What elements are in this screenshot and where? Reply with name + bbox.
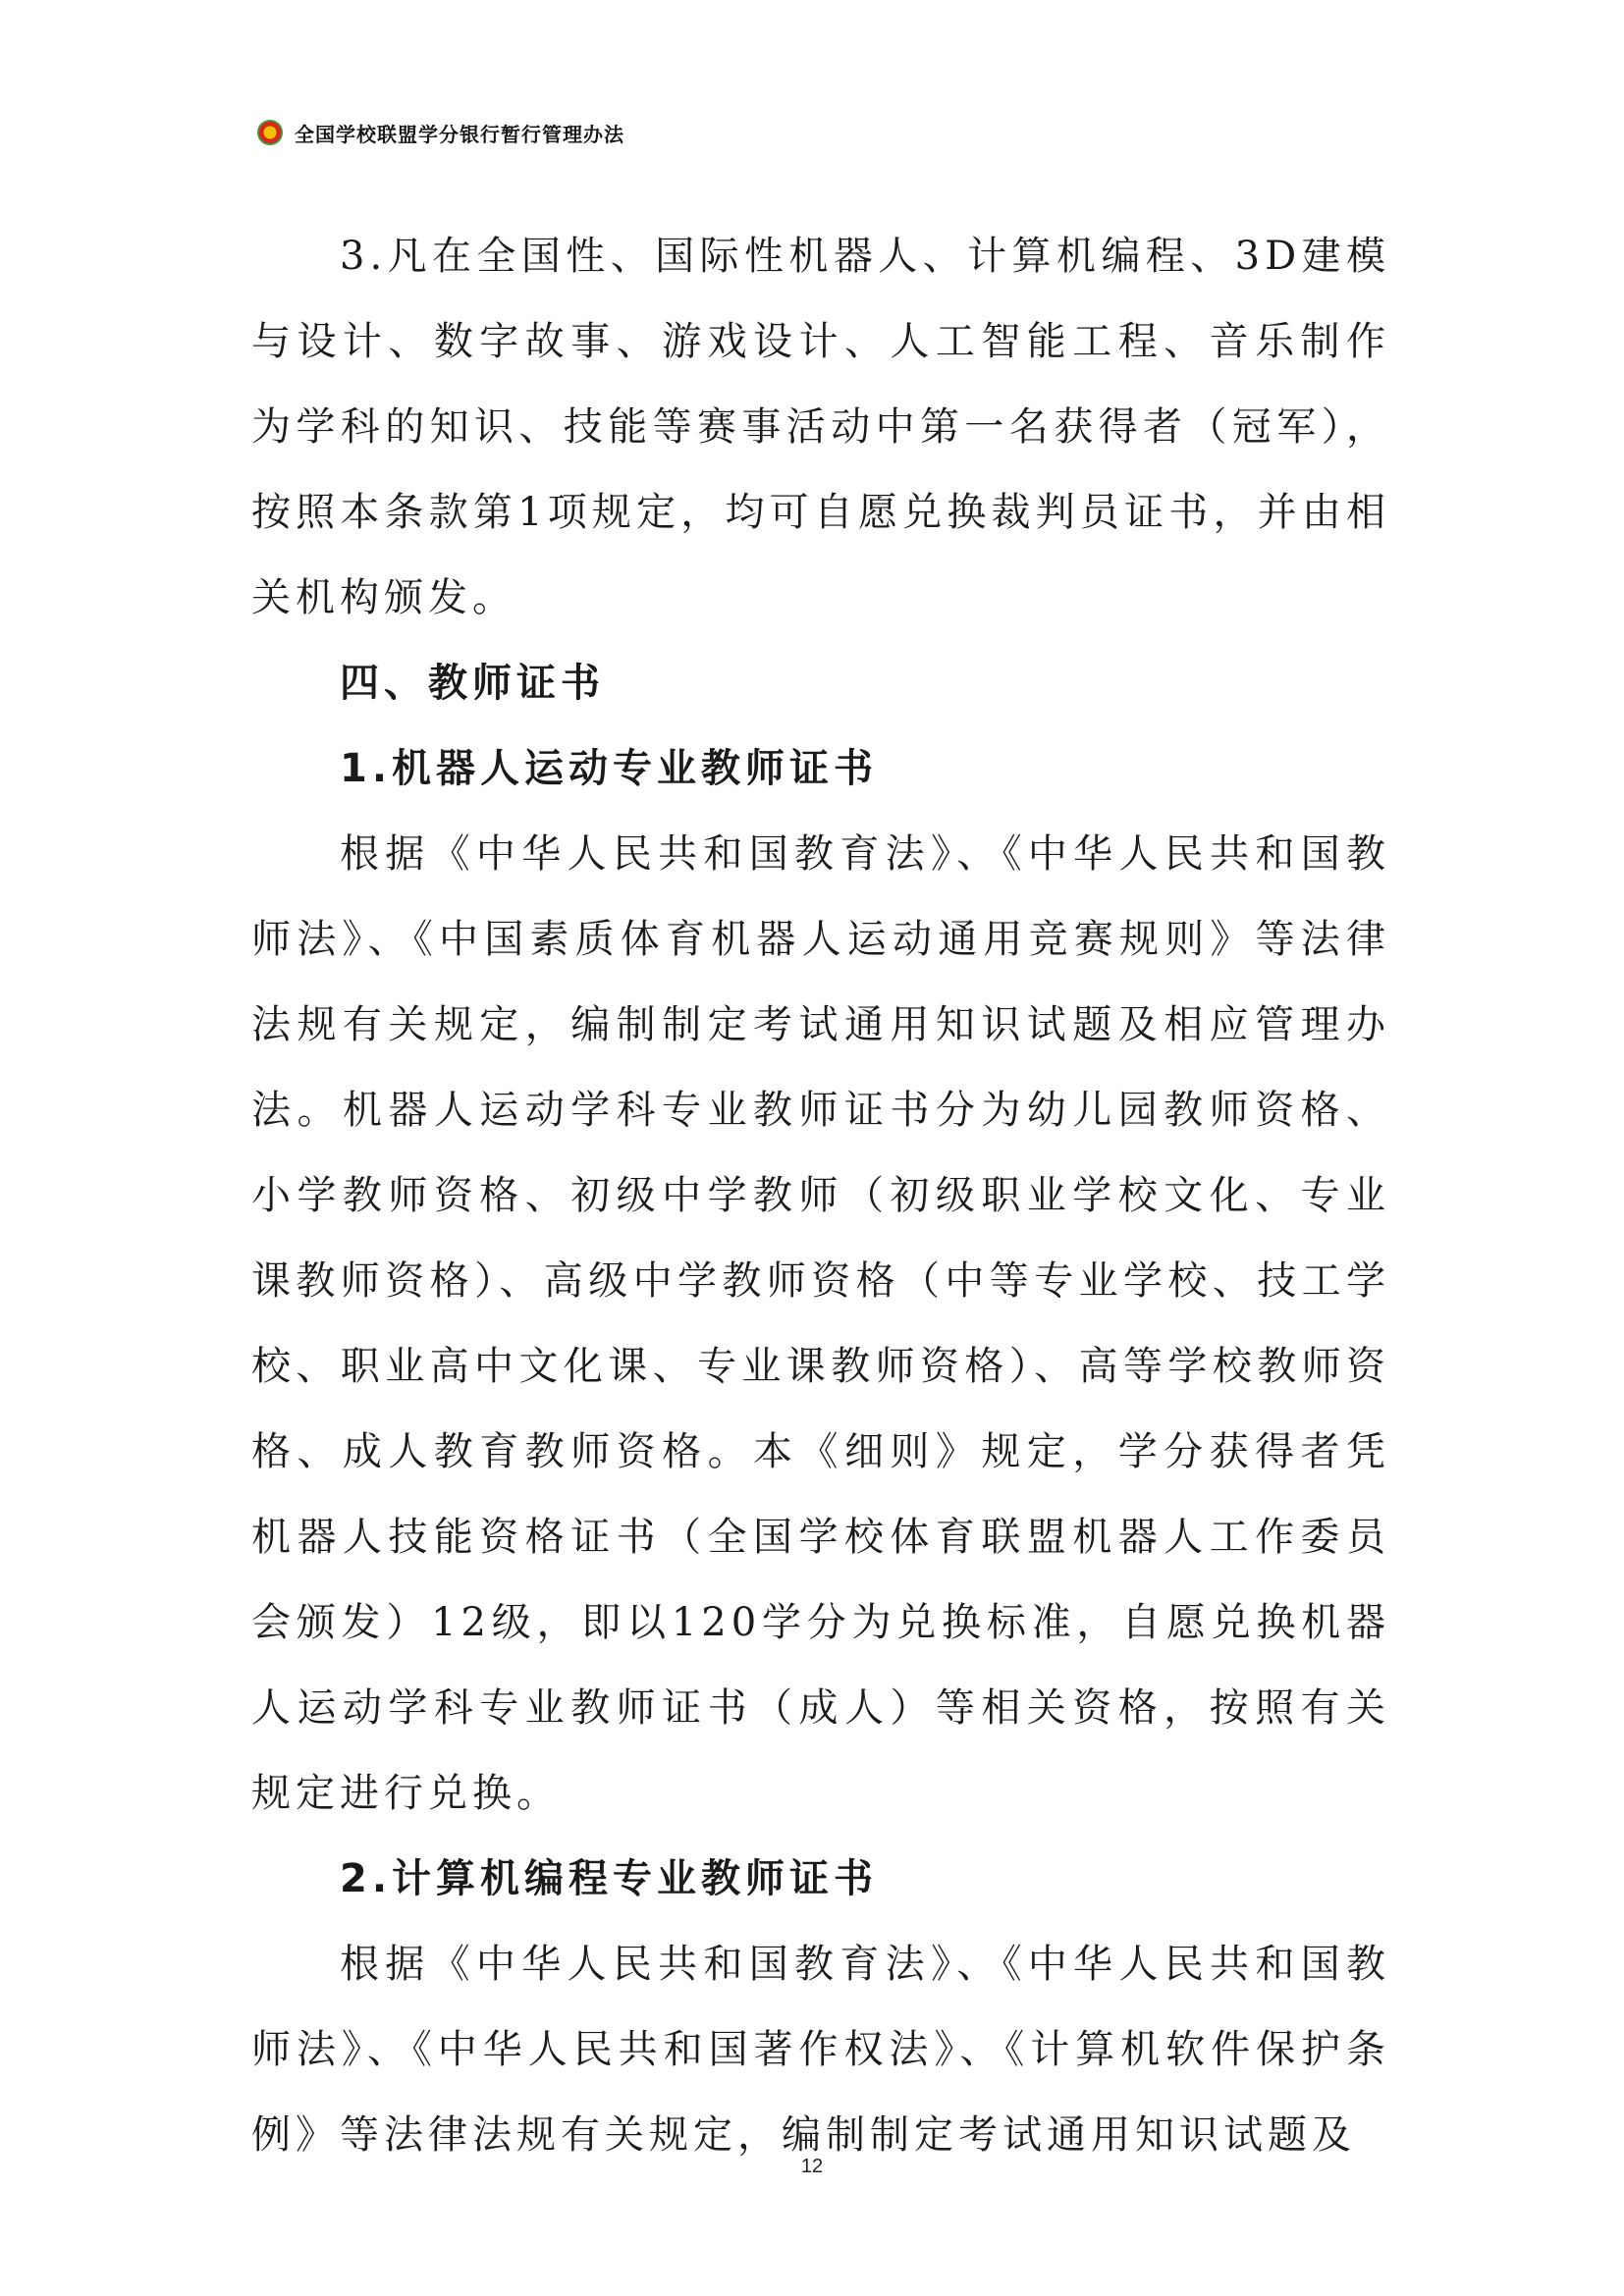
paragraph-programming-teacher-certificate: 根据《中华人民共和国教育法》、《中华人民共和国教师法》、《中华人民共和国著作权法》、《计算机软件保护条例》等法律法规有关规定，编制制定考试通用知识试题及 [251,1942,1390,2158]
section-heading-teacher-certificate: 四、教师证书 [340,661,605,706]
subheading-robotics-teacher-certificate: 1.机器人运动专业教师证书 [340,746,879,791]
subheading-programming-teacher-certificate: 2.计算机编程专业教师证书 [340,1856,879,1901]
paragraph-referee-certificate: 3.凡在全国性、国际性机器人、计算机编程、3D建模与设计、数字故事、游戏设计、人工智能工程、音乐制作为学科的知识、技能等赛事活动中第一名获得者（冠军），按照本条款第1项规定，均可自愿兑换裁判员证书，并由相关机构颁发。 [251,234,1390,620]
emblem-logo-icon [257,120,283,145]
page-header [257,116,624,149]
document-body [251,214,1390,2178]
paragraph-robotics-teacher-certificate: 根据《中华人民共和国教育法》、《中华人民共和国教师法》、《中国素质体育机器人运动通用竞赛规则》等法律法规有关规定，编制制定考试通用知识试题及相应管理办法。机器人运动学科专业教师证书分为幼儿园教师资格、小学教师资格、初级中学教师（初级职业学校文化、专业课教师资格）、高级中学教师资格（中等专业学校、技工学校、职业高中文化课、专业课教师资格）、高等学校教师资格、成人教育教师资格。本《细则》规定，学分获得者凭机器人技能资格证书（全国学校体育联盟机器人工作委员会颁发）12级，即以120学分为兑换标准，自愿兑换机器人运动学科专业教师证书（成人）等相关资格，按照有关规定进行兑换。 [251,831,1390,1816]
page-number: 12 [800,2156,824,2177]
header-title: 全国学校联盟学分银行暂行管理办法 [295,122,624,146]
